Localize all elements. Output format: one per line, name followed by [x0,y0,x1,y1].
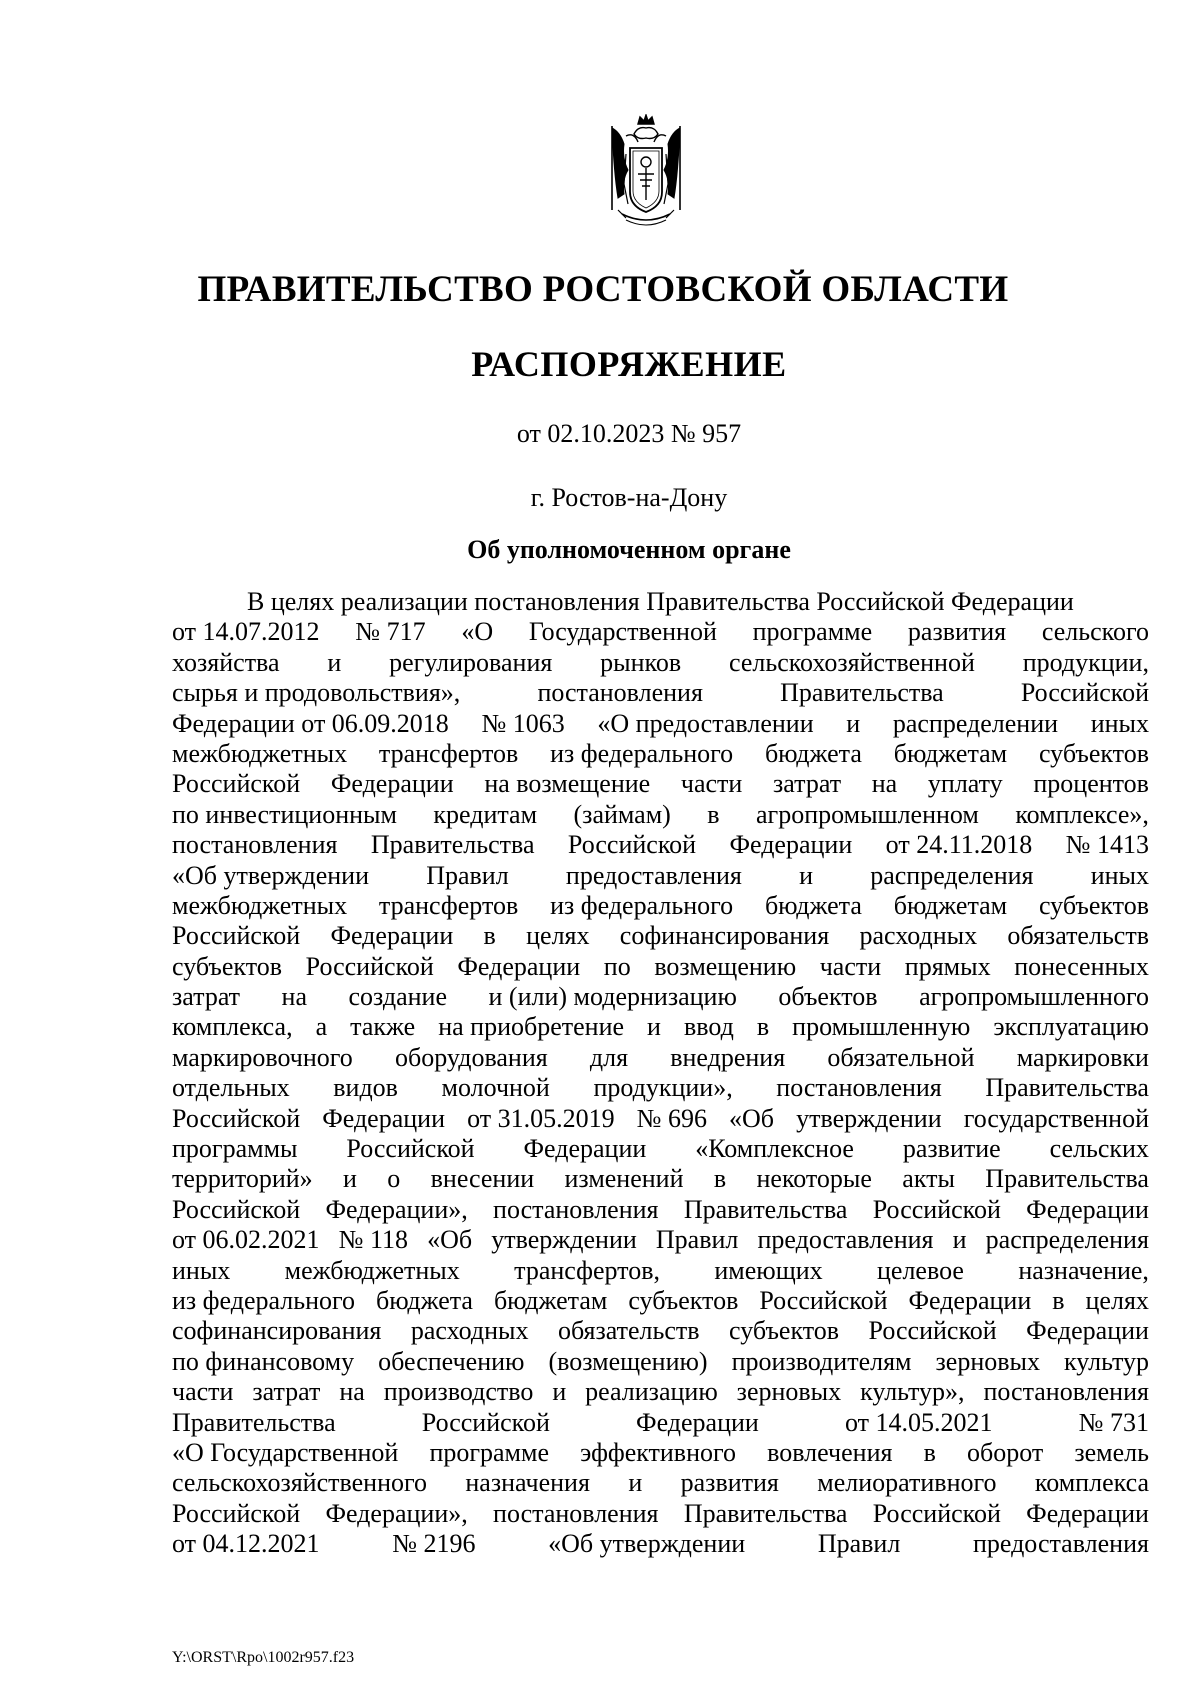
document-subject: Об уполномоченном органе [467,535,791,564]
body-word: утверждении [491,1225,637,1255]
body-word: обязательств [557,1316,700,1346]
body-word: № 717 [355,617,426,647]
body-line [172,1529,1149,1559]
body-word: Российской [872,1498,1001,1528]
body-word: развития [907,617,1007,647]
body-word: Федерации [908,1285,1032,1315]
footer-file-path: Y:\ORST\Rpo\1002r957.f23 [172,1649,355,1666]
body-word: назначения [465,1468,590,1498]
body-word: иных [172,1255,231,1285]
body-word: агропромышленном [756,799,979,829]
body-word: межбюджетных [172,890,348,920]
body-word: затрат [252,1377,321,1407]
body-word: мелиоративного [817,1468,997,1498]
body-word: «Об [729,1103,775,1133]
body-word: возмещению [654,951,797,981]
body-word: Российской [346,1134,475,1164]
body-word: некоторые [756,1164,872,1194]
body-word: развитие [902,1134,1001,1164]
body-word: от 06.02.2021 [172,1225,320,1255]
body-word: расходных [410,1316,529,1346]
body-word: отдельных [172,1073,290,1103]
body-word: от 04.12.2021 [172,1529,320,1559]
body-word: субъектов [628,1285,739,1315]
body-word: а [315,1012,328,1042]
body-line [172,1377,1149,1407]
body-word: от 14.07.2012 [172,617,320,647]
body-word: развития [680,1468,779,1498]
body-word: (займам) [573,799,671,829]
body-word: предоставления [972,1529,1149,1559]
body-word: на [339,1377,365,1407]
body-word: прямых [904,951,991,981]
body-line [172,1286,1149,1316]
body-word: Федерации [322,1103,445,1133]
body-word: и [327,647,342,677]
body-word: и (или) модернизацию [488,982,737,1012]
body-word: утверждении [796,1103,942,1133]
body-line [172,1468,1149,1498]
body-word: уплату [927,769,1003,799]
body-line [172,1225,1149,1255]
body-word: трансфертов [378,890,519,920]
body-word: Государственной [528,617,717,647]
body-line [172,1195,1149,1225]
body-word: Федерации», [325,1498,468,1528]
body-word: земель [1074,1437,1149,1467]
body-word: Правил [655,1225,739,1255]
body-word: Российской [172,921,301,951]
body-word: сельского [1041,617,1149,647]
body-word: назначение, [1018,1255,1149,1285]
body-word: Федерации от 06.09.2018 [172,708,449,738]
body-line [172,769,1149,799]
body-word: Федерации [636,1407,759,1437]
body-word: затрат [773,769,842,799]
body-word: культур», [860,1377,965,1407]
body-word: создание [348,982,447,1012]
body-word: Федерации [330,769,454,799]
body-line [172,1499,1149,1529]
government-title: ПРАВИТЕЛЬСТВО РОСТОВСКОЙ ОБЛАСТИ [197,269,1009,310]
body-word: бюджетам [493,1285,608,1315]
body-word: обязательств [1007,921,1149,951]
body-line [172,678,1149,708]
body-word: № 731 [1078,1407,1149,1437]
body-line [172,1256,1149,1286]
body-word: «Об утверждении [172,860,370,890]
body-word: Российской [172,1194,301,1224]
body-word: софинансирования [172,1316,382,1346]
body-line [172,1043,1149,1073]
body-word: целях [526,921,590,951]
body-word: на [281,982,308,1012]
body-word: также [350,1012,416,1042]
body-word: и [799,860,814,890]
body-line [172,587,1149,617]
body-word: № 2196 [392,1529,476,1559]
body-word: распределения [985,1225,1149,1255]
body-word: целях [1085,1285,1149,1315]
body-word: субъектов [1038,738,1149,768]
body-word: бюджета [764,738,862,768]
body-word: программы [172,1134,298,1164]
body-word: постановления [537,678,703,708]
body-word: Российской [872,1194,1001,1224]
body-word: части [680,769,743,799]
body-word: межбюджетных [172,738,348,768]
body-word: Правил [817,1529,901,1559]
body-word: государственной [963,1103,1149,1133]
body-word: от 31.05.2019 [467,1103,615,1133]
body-line [172,921,1149,951]
body-word: на приобретение [438,1012,625,1042]
body-word: вовлечения [767,1437,893,1467]
body-word: постановления [493,1498,659,1528]
body-word: Федерации [729,830,853,860]
body-word: программе [429,1437,550,1467]
body-word: сырья и продовольствия», [172,678,461,708]
body-line [172,1104,1149,1134]
document-city: г. Ростов-на-Дону [530,483,728,512]
body-line [172,861,1149,891]
body-word: на возмещение [484,769,651,799]
document-body [172,587,1149,1560]
body-word: бюджетам [893,738,1008,768]
body-word: объектов [778,982,878,1012]
body-line [172,648,1149,678]
body-word: бюджетам [893,890,1008,920]
body-word: производителям [731,1346,912,1376]
body-word: постановления [983,1377,1149,1407]
body-word: № 1063 [481,708,565,738]
body-word: от 24.11.2018 [885,830,1033,860]
body-word: Российской [172,769,301,799]
body-line [172,739,1149,769]
body-word: В целях реализации постановления Правительства Российской Федерации [247,587,1074,616]
body-line [172,952,1149,982]
body-word: Правительства [985,1073,1149,1103]
body-word: предоставления [757,1225,934,1255]
body-word: распределения [870,860,1034,890]
coat-of-arms-icon [604,114,688,232]
body-word: эффективного [580,1437,737,1467]
document-date-number: от 02.10.2023 № 957 [516,419,742,448]
body-word: субъектов [1038,890,1149,920]
body-word: части [172,1377,234,1407]
body-word: субъектов [729,1316,840,1346]
body-line [172,800,1149,830]
body-word: Российской [421,1407,550,1437]
body-word: в [923,1437,936,1467]
body-word: агропромышленного [919,982,1149,1012]
body-word: иных [1090,860,1149,890]
body-word: внесении [430,1164,535,1194]
body-word: софинансирования [619,921,830,951]
body-word: хозяйства [172,647,280,677]
body-line [172,709,1149,739]
body-word: оборудования [394,1042,548,1072]
body-word: в [713,1164,727,1194]
body-line [172,1316,1149,1346]
body-word: комплексе», [1015,799,1149,829]
body-word: «О [461,617,494,647]
body-word: комплекса [1034,1468,1149,1498]
body-word: кредитам [433,799,538,829]
body-word: Российской [1020,678,1149,708]
body-word: промышленную [792,1012,971,1042]
body-word: № 118 [338,1225,408,1255]
body-line [172,982,1149,1012]
body-word: «О Государственной [172,1437,399,1467]
body-word: молочной [441,1073,550,1103]
body-word: о [387,1164,401,1194]
body-word: Правительства [683,1498,848,1528]
body-word: и [628,1468,643,1498]
body-word: Федерации [1026,1194,1149,1224]
body-word: Федерации [330,921,454,951]
body-line [172,617,1149,647]
body-word: Федерации [457,951,581,981]
body-word: Федерации [1026,1316,1149,1346]
body-word: «О предоставлении [597,708,814,738]
body-word: Федерации [523,1134,647,1164]
body-line [172,1347,1149,1377]
body-word: из федерального [550,890,734,920]
body-line [172,1408,1149,1438]
body-word: № 696 [636,1103,707,1133]
body-word: (возмещению) [548,1346,708,1376]
body-word: распределении [892,708,1059,738]
body-word: комплекса, [172,1012,293,1042]
body-word: зерновых [736,1377,842,1407]
body-word: Федерации», [325,1194,468,1224]
body-word: Правительства [172,1407,336,1437]
body-word: Правил [426,860,509,890]
body-line [172,1438,1149,1468]
body-word: и [846,708,861,738]
body-word: производство [383,1377,534,1407]
body-word: на [871,769,898,799]
body-word: ввод [683,1012,734,1042]
body-word: по инвестиционным [172,799,397,829]
body-line [172,1073,1149,1103]
body-word: и [647,1012,661,1042]
body-word: Российской [759,1285,888,1315]
body-word: Правительства [985,1164,1149,1194]
body-word: обеспечению [378,1346,525,1376]
body-word: продукции, [1022,647,1149,677]
body-word: по [603,951,631,981]
body-line [172,1134,1149,1164]
body-word: Российской [305,951,434,981]
body-word: межбюджетных [284,1255,460,1285]
body-word: программе [752,617,873,647]
body-word: Российской [567,830,697,860]
body-word: «Комплексное [695,1134,854,1164]
body-word: в [483,921,496,951]
body-word: обязательной [827,1042,975,1072]
body-word: зерновых [935,1346,1040,1376]
coat-of-arms-emblem [604,114,688,232]
body-word: предоставления [565,860,742,890]
body-word: имеющих [714,1255,823,1285]
body-word: Российской [868,1316,997,1346]
body-word: сельскохозяйственного [172,1468,427,1498]
body-word: из федерального [550,738,734,768]
body-word: целевое [877,1255,964,1285]
body-word: и [952,1225,967,1255]
body-word: в [756,1012,770,1042]
document-type: РАСПОРЯЖЕНИЕ [471,344,787,384]
body-word: иных [1090,708,1149,738]
body-word: «Об утверждении [548,1529,746,1559]
body-word: бюджета [764,890,862,920]
body-word: постановления [493,1194,659,1224]
body-word: маркировочного [172,1042,353,1072]
body-word: внедрения [670,1042,786,1072]
body-word: в [1052,1285,1065,1315]
body-line [172,830,1149,860]
body-word: регулирования [389,647,553,677]
body-word: сельских [1049,1134,1149,1164]
body-word: культур [1064,1346,1149,1376]
body-word: Российской [172,1498,301,1528]
body-word: оборот [966,1437,1044,1467]
body-word: и [343,1164,357,1194]
body-word: рынков [600,647,682,677]
body-word: Правительства [780,678,944,708]
body-word: акты [902,1164,955,1194]
body-word: Правительства [683,1194,848,1224]
body-word: постановления [172,830,338,860]
body-word: понесенных [1014,951,1149,981]
body-word: в [707,799,720,829]
body-word: реализацию [585,1377,718,1407]
body-word: сельскохозяйственной [728,647,975,677]
body-word: трансфертов, [514,1255,660,1285]
body-word: постановления [776,1073,942,1103]
body-word: трансфертов [378,738,519,768]
body-word: бюджета [376,1285,473,1315]
body-word: эксплуатацию [993,1012,1149,1042]
body-word: субъектов [172,951,283,981]
body-word: № 1413 [1065,830,1149,860]
body-line [172,1164,1149,1194]
body-word: из федерального [172,1285,356,1315]
body-word: Российской [172,1103,301,1133]
body-word: процентов [1033,769,1149,799]
body-line [172,891,1149,921]
body-word: продукции», [593,1073,733,1103]
body-word: видов [333,1073,398,1103]
body-line [172,1012,1149,1042]
body-word: по финансовому [172,1346,355,1376]
body-word: Правительства [370,830,535,860]
body-word: «Об [427,1225,473,1255]
body-word: изменений [564,1164,684,1194]
body-word: части [819,951,882,981]
body-word: для [589,1042,629,1072]
body-word: от 14.05.2021 [844,1407,993,1437]
body-word: маркировки [1016,1042,1149,1072]
body-word: затрат [172,982,241,1012]
body-word: расходных [859,921,978,951]
body-word: территорий» [172,1164,313,1194]
body-word: Федерации [1026,1498,1149,1528]
body-word: и [552,1377,567,1407]
